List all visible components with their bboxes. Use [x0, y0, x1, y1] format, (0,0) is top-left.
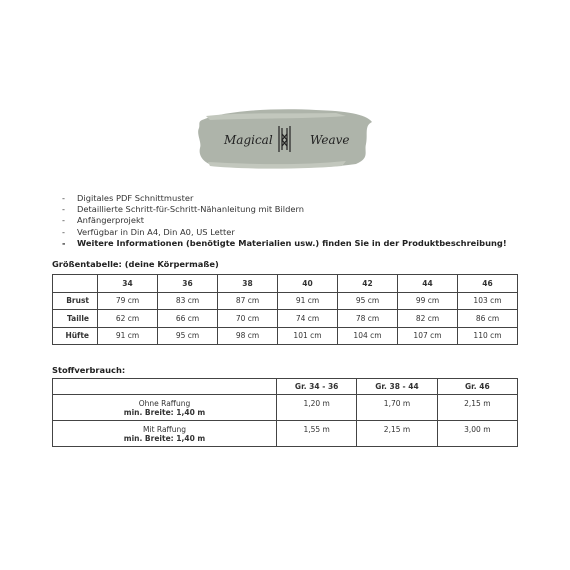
table-cell: 70 cm — [218, 310, 278, 328]
table-cell: 99 cm — [398, 292, 458, 310]
feature-list — [62, 193, 507, 249]
table-cell: 2,15 m — [357, 421, 437, 447]
table-cell: 95 cm — [338, 292, 398, 310]
table-cell: 95 cm — [158, 327, 218, 345]
row-label: Mit Raffung — [143, 424, 186, 434]
size-header: 42 — [338, 275, 398, 293]
size-header: 46 — [458, 275, 518, 293]
size-table-title: Größentabelle: (deine Körpermaße) — [52, 259, 219, 269]
table-header-row — [53, 379, 518, 395]
size-header: 44 — [398, 275, 458, 293]
table-cell: 103 cm — [458, 292, 518, 310]
row-description — [53, 395, 277, 421]
row-label: Taille — [53, 310, 98, 328]
table-cell: 66 cm — [158, 310, 218, 328]
table-row — [53, 395, 518, 421]
table-cell: 3,00 m — [437, 421, 517, 447]
table-cell: 62 cm — [98, 310, 158, 328]
table-cell: 79 cm — [98, 292, 158, 310]
table-cell: 1,55 m — [277, 421, 357, 447]
logo-text-right: Weave — [310, 133, 350, 147]
table-cell: 86 cm — [458, 310, 518, 328]
row-sublabel: min. Breite: 1,40 m — [123, 433, 206, 443]
feature-item-info: - Weitere Informationen (benötigte Materialien usw.) finden Sie in der Produktbeschreibung! — [62, 238, 507, 249]
logo-text-left: Magical — [224, 133, 273, 147]
table-row — [53, 327, 518, 345]
size-range-header: Gr. 46 — [437, 379, 517, 395]
table-row — [53, 421, 518, 447]
table-cell: 110 cm — [458, 327, 518, 345]
table-row — [53, 292, 518, 310]
feature-item: - Verfügbar in Din A4, Din A0, US Letter — [62, 227, 507, 238]
feature-item: - Anfängerprojekt — [62, 215, 507, 226]
table-cell: 87 cm — [218, 292, 278, 310]
table-cell: 74 cm — [278, 310, 338, 328]
row-description — [53, 421, 277, 447]
table-cell: 83 cm — [158, 292, 218, 310]
size-header: 40 — [278, 275, 338, 293]
table-cell: 82 cm — [398, 310, 458, 328]
brand-logo — [196, 104, 374, 172]
table-cell: 104 cm — [338, 327, 398, 345]
table-cell: 1,20 m — [277, 395, 357, 421]
table-row — [53, 310, 518, 328]
corner-cell — [53, 275, 98, 293]
table-header-row — [53, 275, 518, 293]
size-range-header: Gr. 34 - 36 — [277, 379, 357, 395]
table-cell: 98 cm — [218, 327, 278, 345]
feature-item: - Detaillierte Schritt-für-Schritt-Nähanleitung mit Bildern — [62, 204, 507, 215]
fabric-table-title: Stoffverbrauch: — [52, 365, 126, 375]
size-range-header: Gr. 38 - 44 — [357, 379, 437, 395]
table-cell: 1,70 m — [357, 395, 437, 421]
table-cell: 2,15 m — [437, 395, 517, 421]
size-header: 36 — [158, 275, 218, 293]
size-header: 38 — [218, 275, 278, 293]
row-label: Brust — [53, 292, 98, 310]
row-label: Ohne Raffung — [138, 398, 191, 408]
feature-item: - Digitales PDF Schnittmuster — [62, 193, 507, 204]
table-cell: 101 cm — [278, 327, 338, 345]
row-label: Hüfte — [53, 327, 98, 345]
table-cell: 91 cm — [278, 292, 338, 310]
table-cell: 107 cm — [398, 327, 458, 345]
row-sublabel: min. Breite: 1,40 m — [123, 407, 206, 417]
corner-cell — [53, 379, 277, 395]
size-table — [52, 274, 518, 345]
table-cell: 78 cm — [338, 310, 398, 328]
size-header: 34 — [98, 275, 158, 293]
logo-brush-background — [196, 104, 374, 172]
table-cell: 91 cm — [98, 327, 158, 345]
fabric-table — [52, 378, 518, 447]
